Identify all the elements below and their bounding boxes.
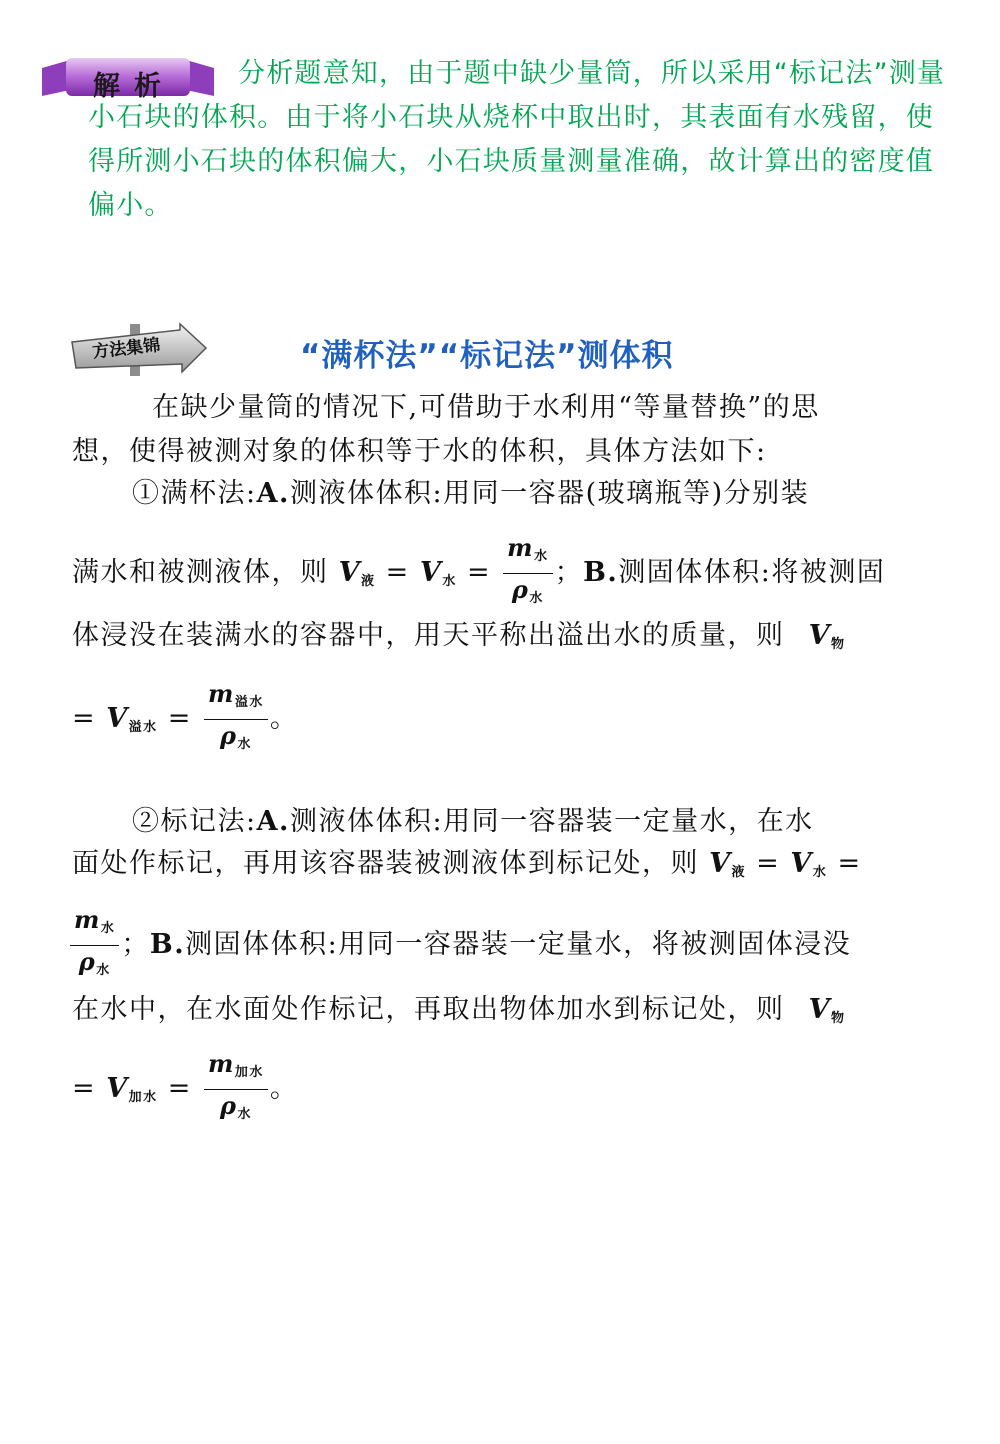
sub-shui: 水 <box>237 1107 252 1122</box>
method2-line2-text: 面处作标记，再用该容器装被测液体到标记处，则 <box>72 848 699 879</box>
intro-paragraph <box>72 386 952 430</box>
symbol-v: V <box>106 1073 129 1104</box>
sub-shui: 水 <box>96 963 111 978</box>
sub-shui: 水 <box>529 591 544 606</box>
intro-paragraph-2 <box>72 430 952 474</box>
symbol-v: V <box>709 848 732 879</box>
method2-line3 <box>72 906 952 985</box>
sub-shui: 水 <box>100 921 116 936</box>
method1-line4 <box>72 680 952 761</box>
fraction-m-yishui-over-rho <box>204 680 268 759</box>
method2-line4-text: 在水中，在水面处作标记，再取出物体加水到标记处，则 <box>72 994 785 1025</box>
method1-a-text: 测液体体积:用同一容器(玻璃瓶等)分别装 <box>289 478 810 509</box>
sub-wu: 物 <box>831 1011 846 1026</box>
sub-ye: 液 <box>731 865 747 880</box>
fraction-m-over-rho <box>70 906 119 985</box>
eq-sign: = <box>385 557 410 588</box>
intro-line-1: 在缺少量筒的情况下,可借助于水利用“等量替换”的思 <box>152 392 820 423</box>
eq-sign: = <box>167 1073 192 1104</box>
symbol-v: V <box>338 557 362 588</box>
symbol-rho: ρ <box>511 575 530 604</box>
eq-sign: = <box>167 703 192 734</box>
method2-line2 <box>72 842 952 895</box>
method1-a-label: A. <box>256 478 290 509</box>
section-title: “满杯法”“标记法”测体积 <box>300 338 674 374</box>
eq-sign: = <box>72 1073 97 1104</box>
eq-sign: = <box>72 703 97 734</box>
symbol-v: V <box>790 848 813 879</box>
method1-b-text: 测固体体积:将被测固 <box>618 557 886 588</box>
method2-b-text: 测固体体积:用同一容器装一定量水，将被测固体浸没 <box>185 929 852 960</box>
sub-yishui: 溢水 <box>234 695 264 710</box>
method2-line1 <box>72 800 952 844</box>
sub-shui: 水 <box>237 737 252 752</box>
analysis-text: 分析题意知，由于题中缺少量筒，所以采用“标记法”测量小石块的体积。由于将小石块从烧杯中取出时，其表面有水残留，使得所测小石块的体积偏大，小石块质量测量准确，故计算出的密度值偏小。 <box>88 58 946 221</box>
method1-line2 <box>72 534 952 615</box>
sub-shui: 水 <box>534 549 549 564</box>
sub-yishui: 溢水 <box>128 720 158 735</box>
symbol-m: m <box>208 1049 235 1078</box>
symbol-rho: ρ <box>219 1091 238 1120</box>
method1-b-label: B. <box>583 557 619 588</box>
semicolon: ； <box>121 929 150 960</box>
symbol-rho: ρ <box>219 721 238 750</box>
symbol-v: V <box>808 994 832 1025</box>
method2-a-label: A. <box>256 806 290 837</box>
method-badge-label: 方法集锦 <box>91 335 162 363</box>
symbol-v: V <box>808 620 832 651</box>
symbol-m: m <box>74 905 101 934</box>
eq-sign: = <box>466 557 492 588</box>
analysis-badge-label: 解析 <box>93 71 175 102</box>
method1-line2-text: 满水和被测液体，则 <box>72 557 329 588</box>
intro-line-2: 想，使得被测对象的体积等于水的体积，具体方法如下: <box>72 436 767 467</box>
method-badge <box>70 322 210 378</box>
method2-line5 <box>72 1050 952 1131</box>
method2-line4 <box>72 988 952 1041</box>
method1-line3 <box>72 614 952 667</box>
symbol-v: V <box>106 703 129 734</box>
fraction-m-jiashui-over-rho <box>204 1050 268 1129</box>
semicolon: ； <box>554 557 584 588</box>
fraction-m-over-rho <box>503 534 552 613</box>
method1-line3-text: 体浸没在装满水的容器中，用天平称出溢出水的质量，则 <box>72 620 785 651</box>
period: 。 <box>269 1073 299 1104</box>
symbol-m: m <box>208 679 235 708</box>
sub-shui: 水 <box>812 865 828 880</box>
period: 。 <box>269 703 299 734</box>
symbol-m: m <box>507 533 535 562</box>
method1-heading: ①满杯法: <box>132 478 257 509</box>
method1-line1 <box>72 472 952 516</box>
sub-shui: 水 <box>442 574 457 589</box>
method2-b-label: B. <box>149 929 186 960</box>
sub-wu: 物 <box>831 637 846 652</box>
symbol-rho: ρ <box>78 947 97 976</box>
sub-ye: 液 <box>361 574 376 589</box>
eq-sign: = <box>756 848 781 879</box>
sub-jiashui: 加水 <box>234 1065 264 1080</box>
method2-heading: ②标记法: <box>132 806 257 837</box>
method2-a-text: 测液体体积:用同一容器装一定量水，在水 <box>289 806 814 837</box>
sub-jiashui: 加水 <box>128 1090 158 1105</box>
symbol-v: V <box>419 557 443 588</box>
eq-sign: = <box>837 848 862 879</box>
